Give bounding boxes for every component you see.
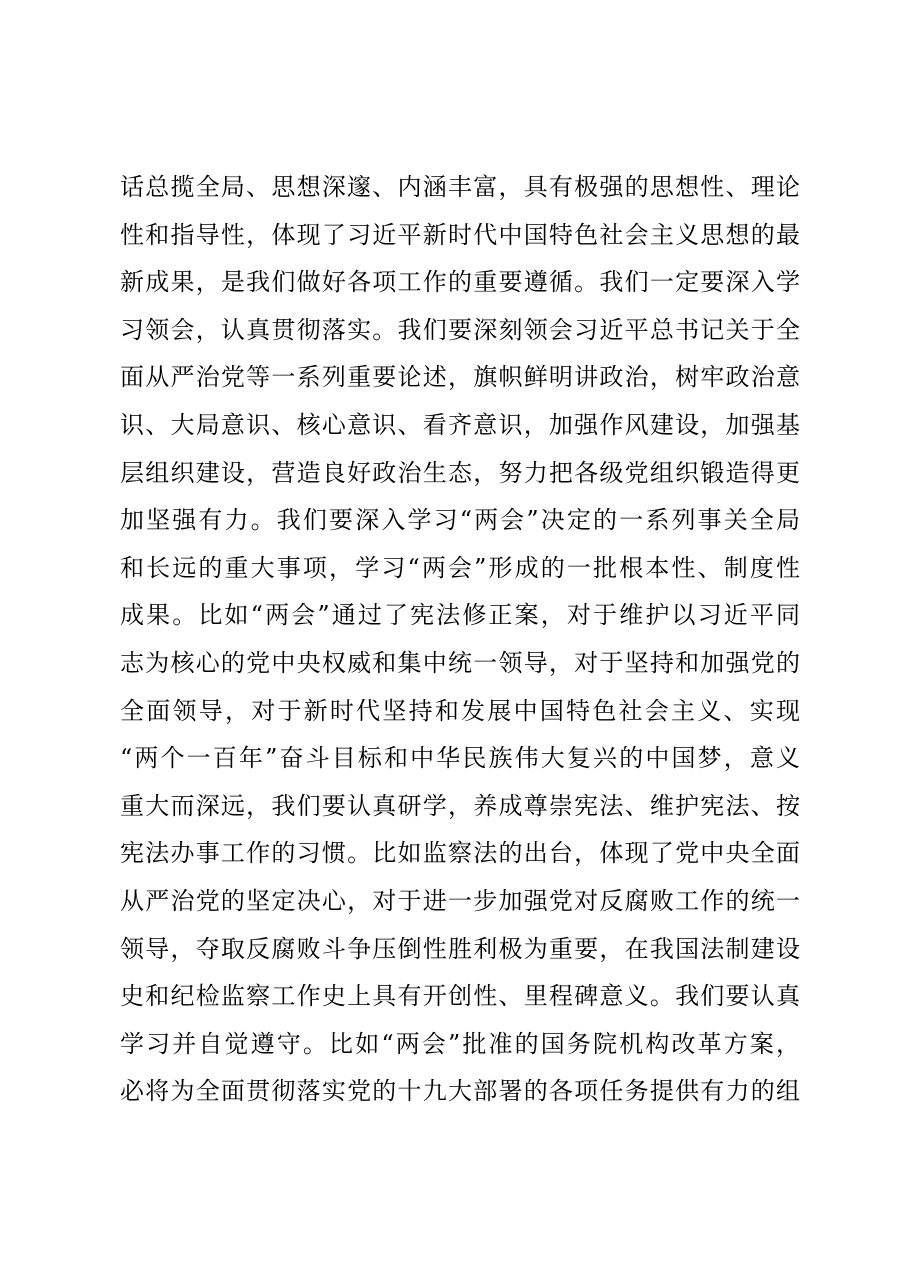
text-line: 面从严治党等一系列重要论述，旗帜鲜明讲政治，树牢政治意 — [120, 363, 800, 392]
text-line: 志为核心的党中央权威和集中统一领导，对于坚持和加强党的 — [120, 648, 800, 677]
text-line: “两个一百年”奋斗目标和中华民族伟大复兴的中国梦，意义 — [120, 744, 800, 773]
text-line: 必将为全面贯彻落实党的十九大部署的各项任务提供有力的组 — [120, 1077, 800, 1106]
text-line: 和长远的重大事项，学习“两会”形成的一批根本性、制度性 — [120, 553, 800, 582]
text-line: 重大而深远，我们要认真研学，养成尊崇宪法、维护宪法、按 — [120, 791, 800, 820]
text-line: 从严治党的坚定决心，对于进一步加强党对反腐败工作的统一 — [120, 886, 800, 915]
text-line: 新成果，是我们做好各项工作的重要遵循。我们一定要深入学 — [120, 268, 800, 297]
text-line: 加坚强有力。我们要深入学习“两会”决定的一系列事关全局 — [120, 506, 800, 535]
text-line: 史和纪检监察工作史上具有开创性、里程碑意义。我们要认真 — [120, 982, 800, 1011]
text-line: 成果。比如“两会”通过了宪法修正案，对于维护以习近平同 — [120, 601, 800, 630]
text-line: 宪法办事工作的习惯。比如监察法的出台，体现了党中央全面 — [120, 839, 800, 868]
text-line: 性和指导性，体现了习近平新时代中国特色社会主义思想的最 — [120, 220, 800, 249]
text-line: 习领会，认真贯彻落实。我们要深刻领会习近平总书记关于全 — [120, 315, 800, 344]
text-line: 学习并自觉遵守。比如“两会”批准的国务院机构改革方案， — [120, 1029, 800, 1058]
text-line: 层组织建设，营造良好政治生态，努力把各级党组织锻造得更 — [120, 458, 800, 487]
text-line: 全面领导，对于新时代坚持和发展中国特色社会主义、实现 — [120, 696, 800, 725]
text-line: 识、大局意识、核心意识、看齐意识，加强作风建设，加强基 — [120, 410, 800, 439]
text-line: 话总揽全局、思想深邃、内涵丰富，具有极强的思想性、理论 — [120, 173, 800, 201]
text-line: 领导，夺取反腐败斗争压倒性胜利极为重要，在我国法制建设 — [120, 934, 800, 963]
body-text — [120, 164, 800, 1116]
